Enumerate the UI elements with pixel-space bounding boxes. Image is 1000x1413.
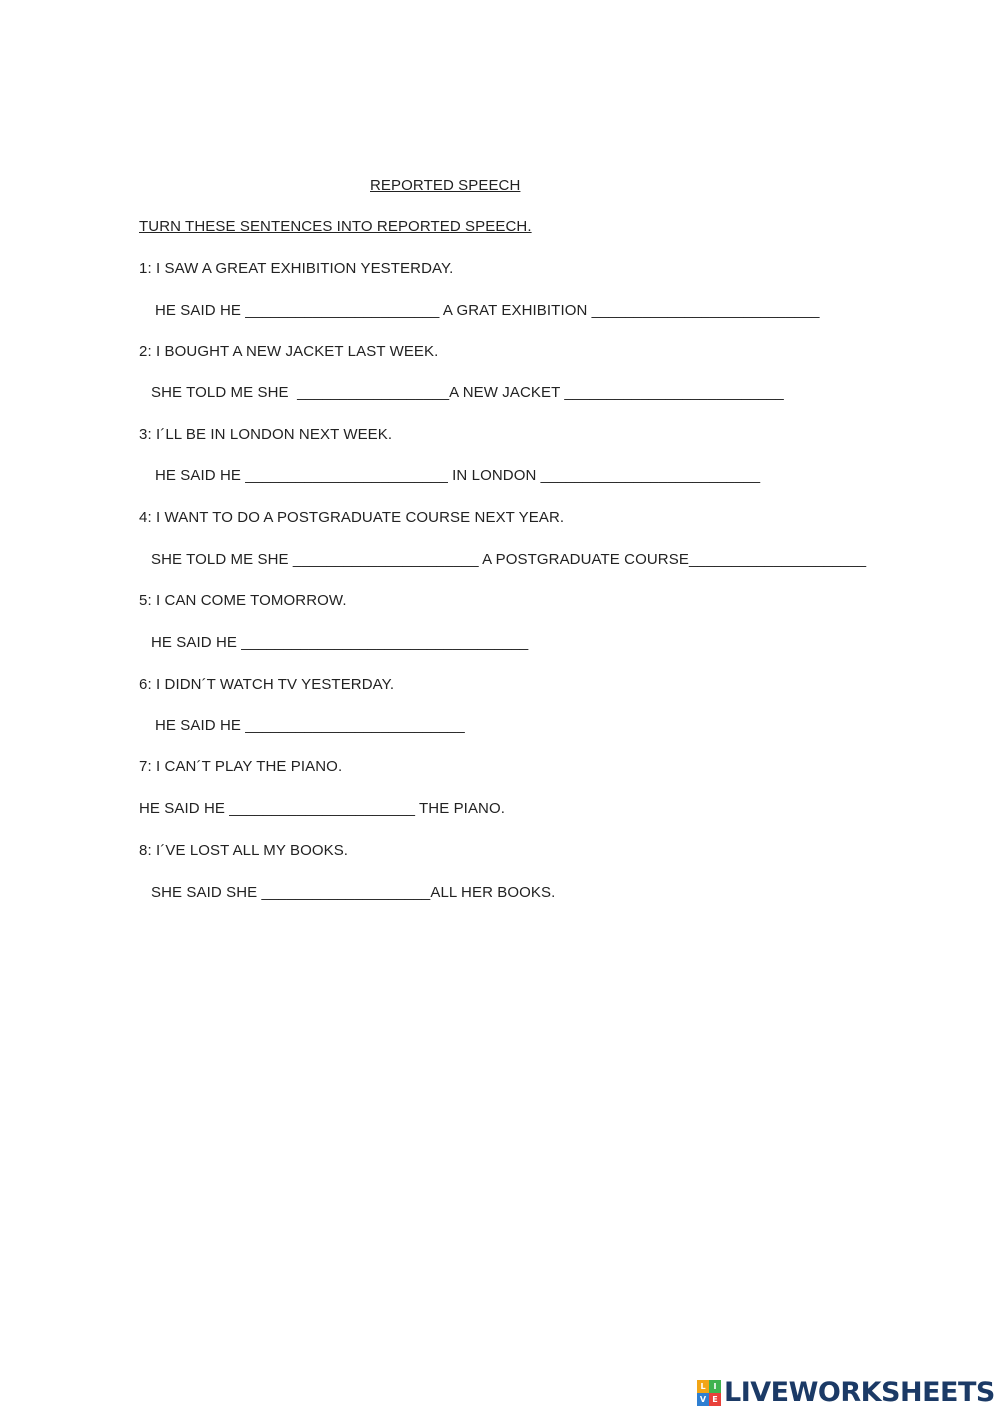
question-6: 6: I DIDN´T WATCH TV YESTERDAY.: [139, 676, 395, 693]
question-7: 7: I CAN´T PLAY THE PIANO.: [139, 758, 343, 775]
question-1: 1: I SAW A GREAT EXHIBITION YESTERDAY.: [139, 260, 454, 277]
answer-line-6: HE SAID HE __________________________: [155, 717, 465, 734]
question-5: 5: I CAN COME TOMORROW.: [139, 592, 347, 609]
worksheet-instruction: TURN THESE SENTENCES INTO REPORTED SPEECH.: [139, 218, 532, 235]
question-4: 4: I WANT TO DO A POSTGRADUATE COURSE NEXT YEAR.: [139, 509, 565, 526]
logo-tile-i: I: [709, 1380, 721, 1393]
liveworksheets-logo-icon: [697, 1380, 721, 1406]
answer-line-4: SHE TOLD ME SHE ______________________ A POSTGRADUATE COURSE_____________________: [151, 551, 867, 568]
logo-tile-l: L: [697, 1380, 709, 1393]
question-8: 8: I´VE LOST ALL MY BOOKS.: [139, 842, 349, 859]
logo-tile-e: E: [709, 1393, 721, 1406]
worksheet-title: REPORTED SPEECH: [370, 177, 521, 194]
answer-line-7: HE SAID HE ______________________ THE PIANO.: [139, 800, 506, 817]
answer-line-3: HE SAID HE ________________________ IN LONDON __________________________: [155, 467, 761, 484]
answer-line-2: SHE TOLD ME SHE __________________A NEW JACKET __________________________: [151, 384, 784, 401]
question-2: 2: I BOUGHT A NEW JACKET LAST WEEK.: [139, 343, 439, 360]
answer-line-8: SHE SAID SHE ____________________ALL HER BOOKS.: [151, 884, 556, 901]
liveworksheets-logo-text: LIVEWORKSHEETS: [724, 1377, 995, 1408]
question-3: 3: I´LL BE IN LONDON NEXT WEEK.: [139, 426, 393, 443]
logo-tile-v: V: [697, 1393, 709, 1406]
answer-line-5: HE SAID HE __________________________________: [151, 634, 529, 651]
answer-line-1: HE SAID HE _______________________ A GRAT EXHIBITION ___________________________: [155, 302, 820, 319]
liveworksheets-logo: [697, 1378, 995, 1408]
